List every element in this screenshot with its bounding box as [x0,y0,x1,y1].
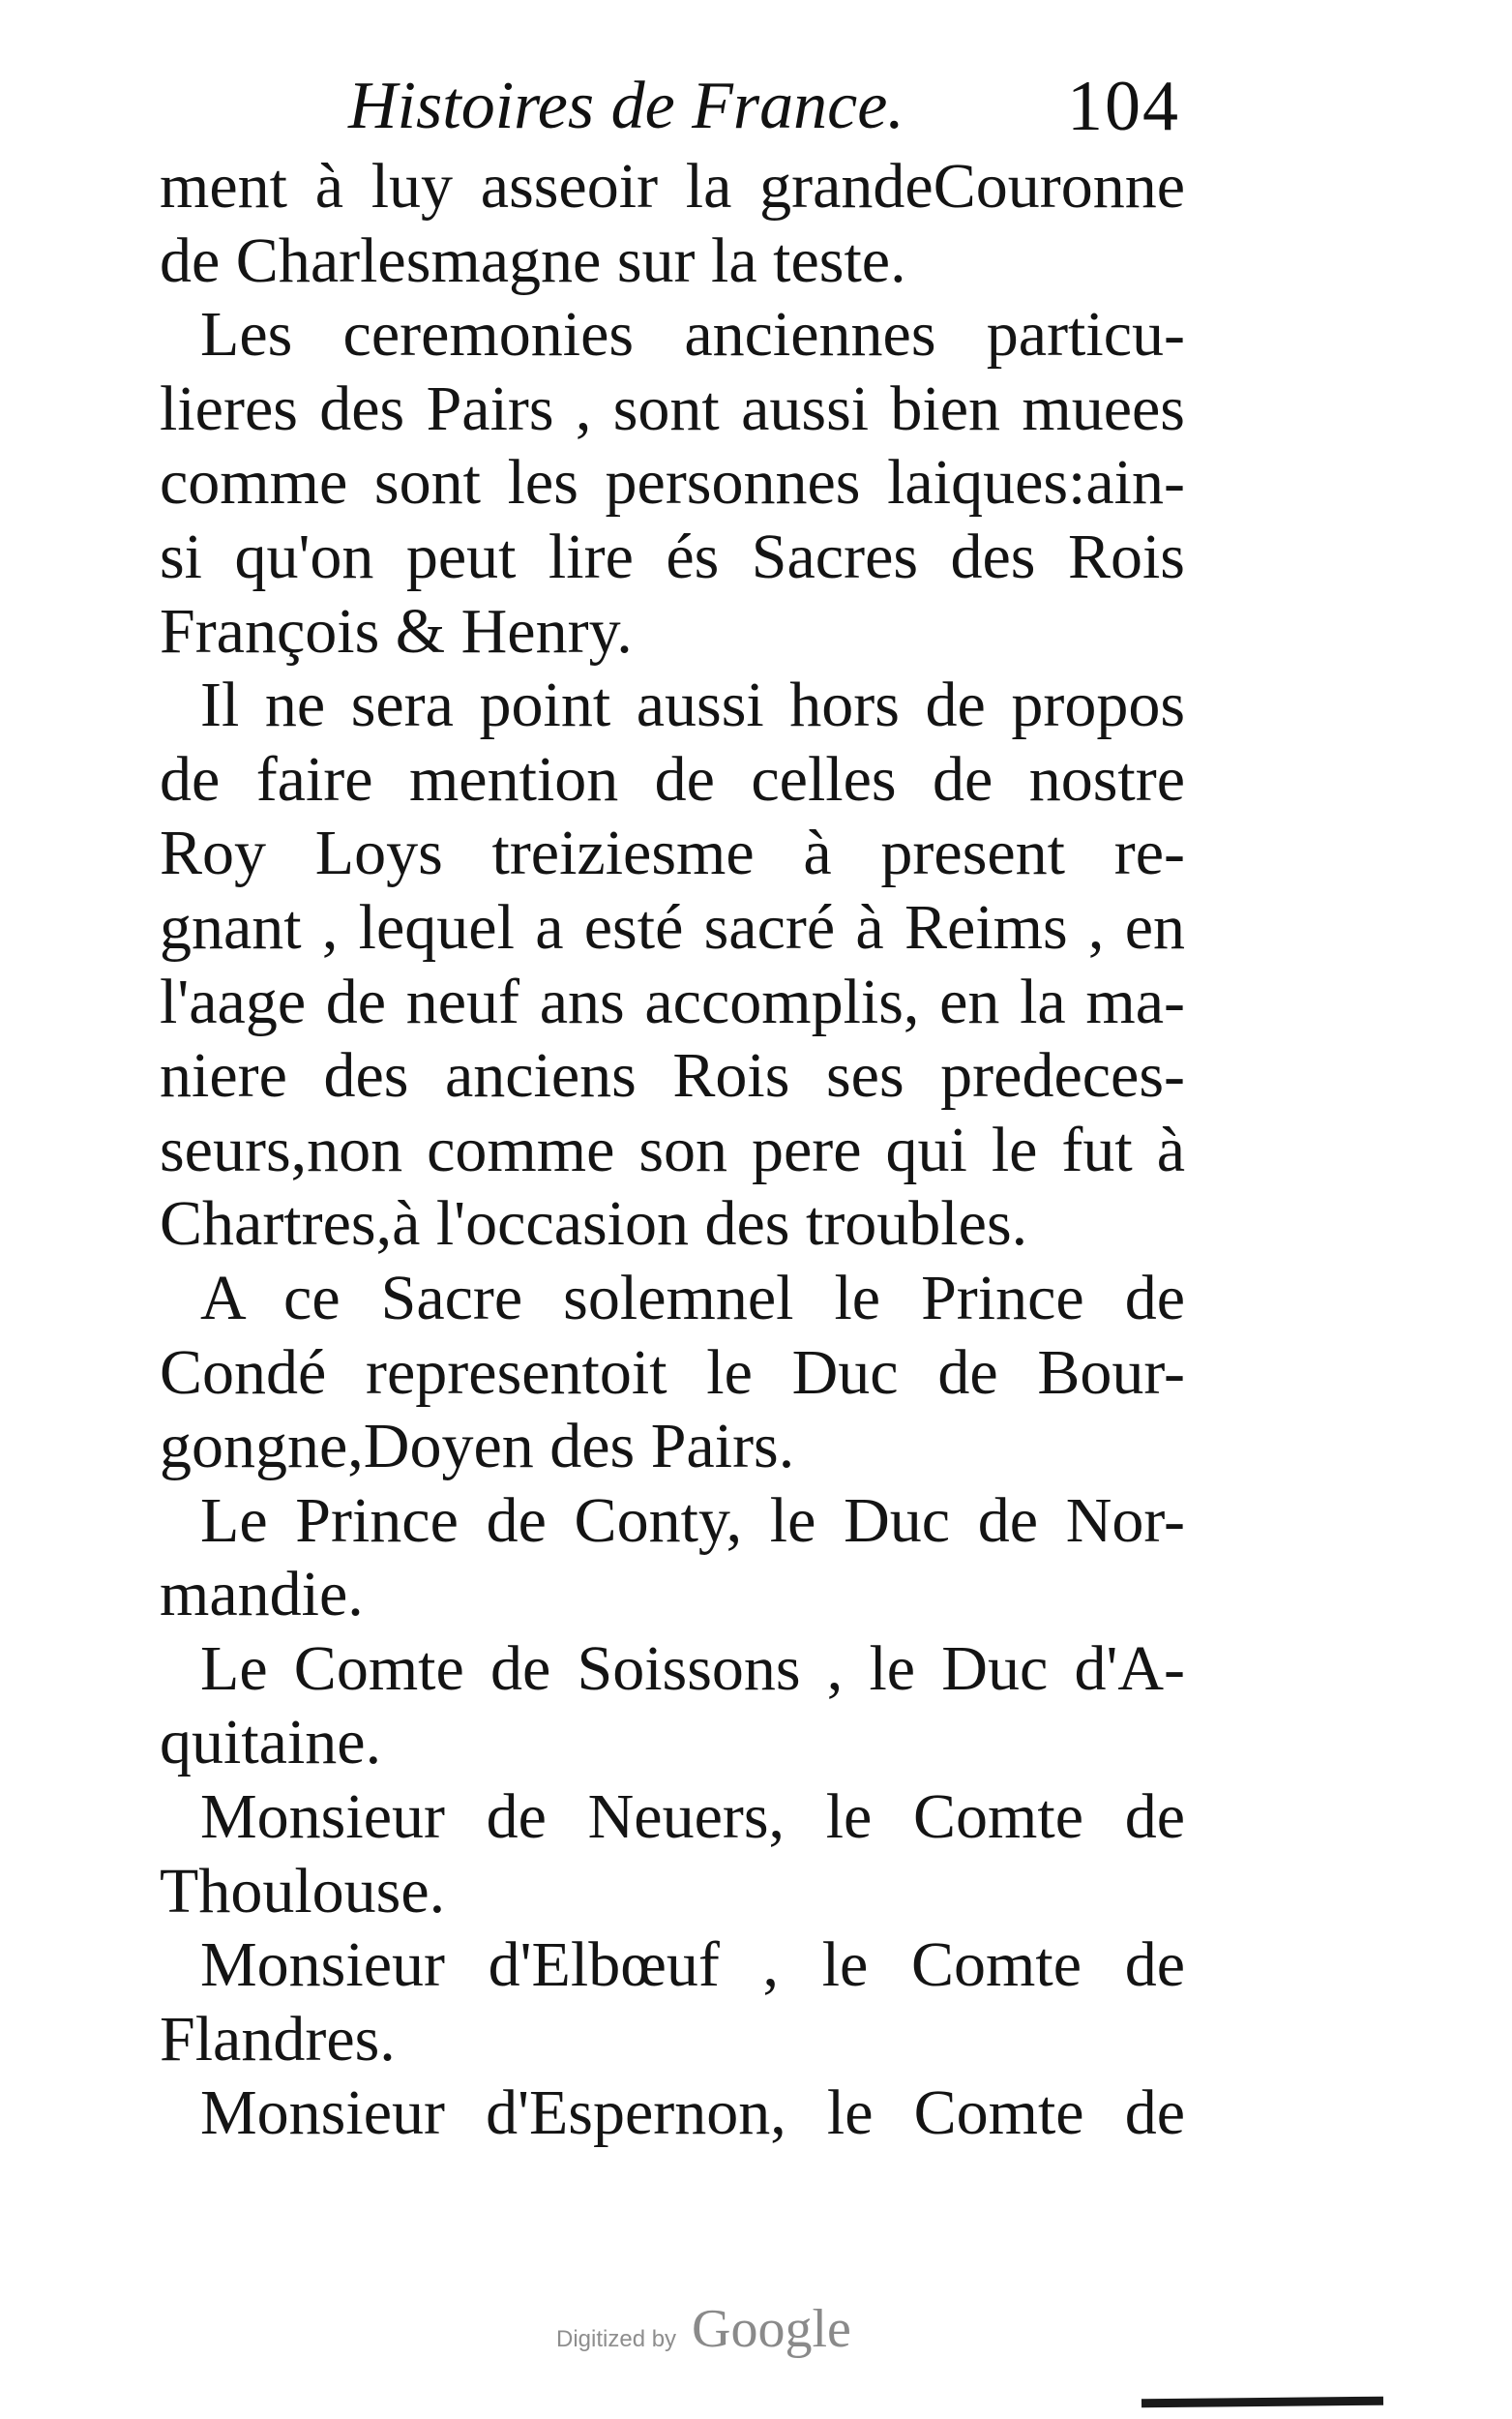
scan-edge-shadow [1141,2397,1383,2408]
text-line: Condé representoit le Duc de Bour- [160,1336,1185,1408]
text-line: Monsieur d'Elbœuf , le Comte de [200,1929,1185,2001]
text-line: seurs,non comme son pere qui le fut à [160,1114,1185,1185]
text-line: Il ne sera point aussi hors de propos [200,670,1185,741]
text-line: niere des anciens Rois ses predeces- [160,1040,1185,1112]
text-line: quitaine. [160,1707,382,1778]
text-line: ment à luy asseoir la grandeCouronne [160,151,1185,222]
text-line: comme sont les personnes laiques:ain- [160,447,1185,519]
text-line: de faire mention de celles de nostre [160,743,1185,815]
text-line: Les ceremonies anciennes particu- [200,299,1185,371]
body-text [160,150,1185,2151]
text-line: Le Comte de Soissons , le Duc d'A- [200,1632,1185,1704]
running-head [348,58,1180,164]
running-title: Histoires de France. [348,69,904,143]
page-number: 104 [1067,67,1180,146]
digitization-watermark [556,2298,963,2375]
text-line: l'aage de neuf ans accomplis, en la ma- [160,966,1185,1037]
watermark-logo: Google [692,2299,851,2359]
text-line: lieres des Pairs , sont aussi bien muees [160,373,1185,444]
text-line: gongne,Doyen des Pairs. [160,1411,795,1482]
text-line: Monsieur de Neuers, le Comte de [200,1781,1185,1853]
text-line: gnant , lequel a esté sacré à Reims , en [160,891,1185,963]
text-line: Thoulouse. [160,1855,446,1926]
text-line: François & Henry. [160,595,633,667]
text-line: Flandres. [160,2003,396,2075]
text-line: A ce Sacre solemnel le Prince de [200,1262,1185,1333]
text-line: de Charlesmagne sur la teste. [160,224,906,296]
text-line: Roy Loys treiziesme à present re- [160,818,1185,889]
text-line: Monsieur d'Espernon, le Comte de [200,2077,1185,2149]
text-line: si qu'on peut lire és Sacres des Rois [160,521,1185,592]
watermark-prefix: Digitized by [556,2326,677,2352]
text-line: Le Prince de Conty, le Duc de Nor- [200,1484,1185,1556]
text-line: Chartres,à l'occasion des troubles. [160,1188,1028,1260]
text-line: mandie. [160,1559,364,1630]
